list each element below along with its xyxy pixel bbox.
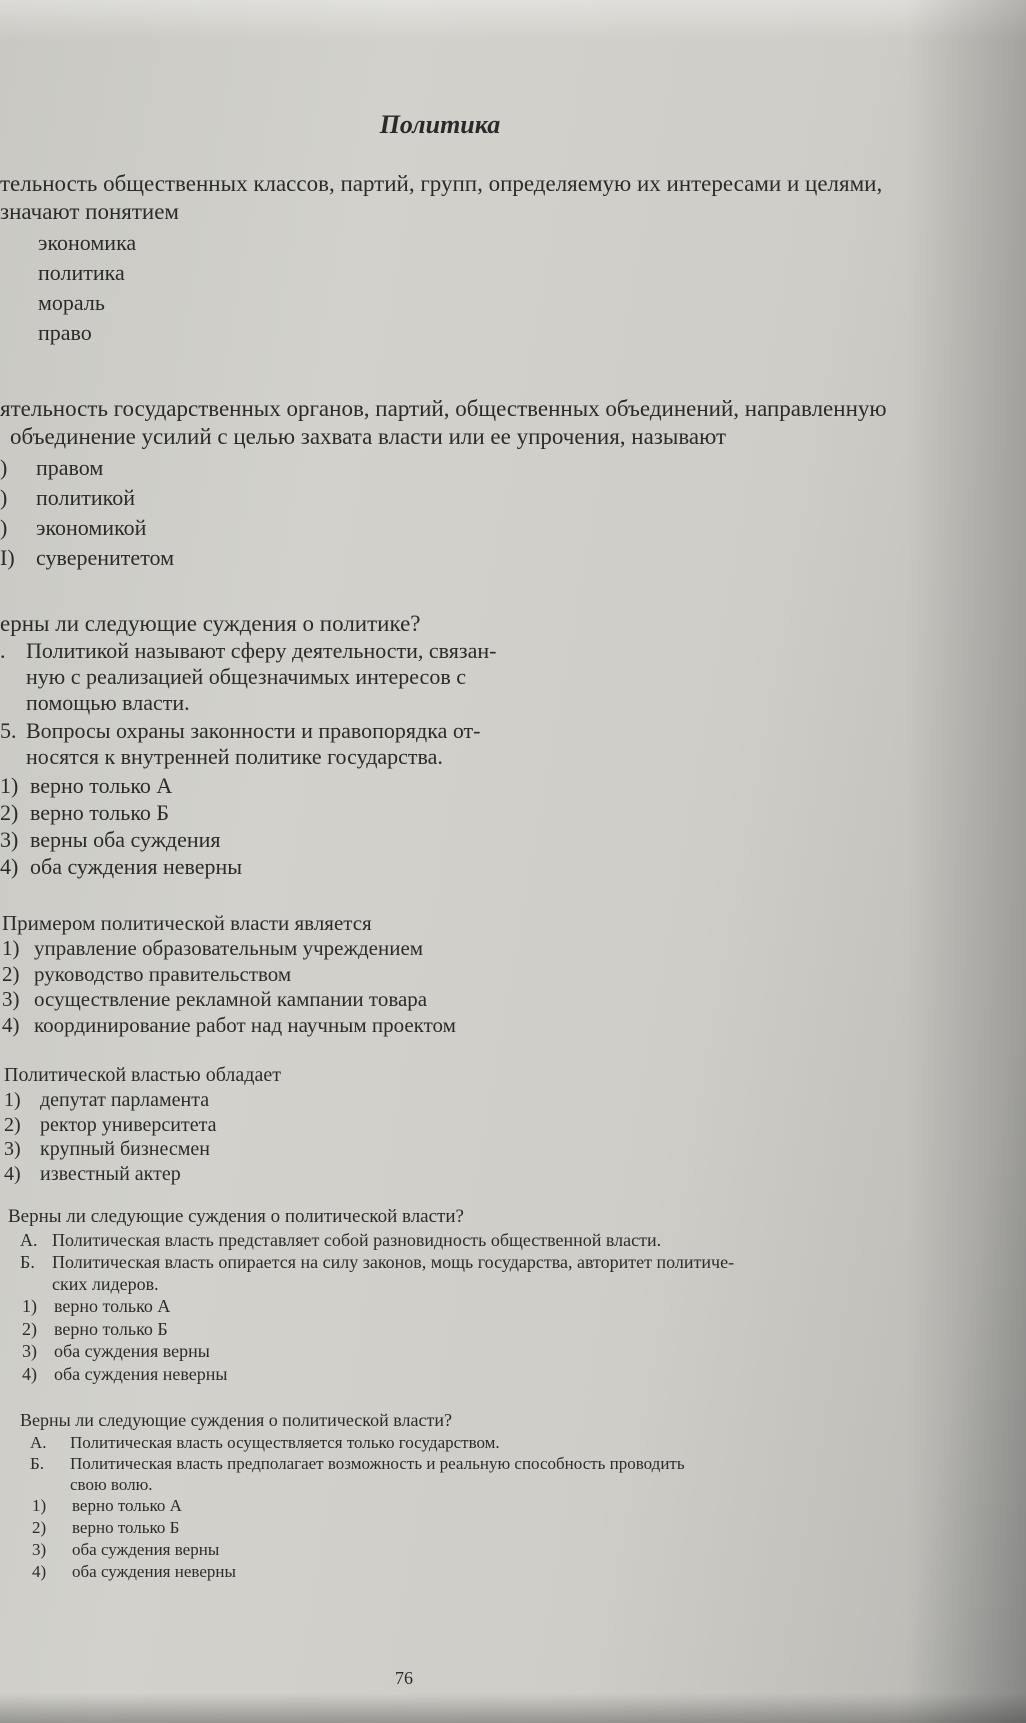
- answer-option: 2) верно только Б: [22, 1318, 168, 1339]
- answer-option: 2) руководство правительством: [2, 961, 292, 986]
- question-2: [0, 395, 887, 573]
- answer-option: 4) оба суждения неверны: [32, 1562, 236, 1581]
- page-number: 76: [395, 1668, 413, 1688]
- statement: . Политикой называют сферу деятельности, связан- ную с реализацией общезначимых интересов с помощью власти.: [0, 638, 497, 715]
- question-text-line: значают понятием: [0, 199, 179, 224]
- question-text-line: Верны ли следующие суждения о политической власти?: [8, 1206, 464, 1227]
- answer-option: 1) депутат парламента: [4, 1089, 210, 1111]
- page-bottom-shadow: [0, 1693, 1026, 1723]
- answer-option: 4) оба суждения неверны: [0, 854, 243, 879]
- page-edge-shadow: [906, 0, 1026, 1723]
- question-text-line: Политической властью обладает: [4, 1064, 281, 1086]
- question-6: [8, 1205, 734, 1385]
- answer-option: 3) крупный бизнесмен: [4, 1138, 210, 1160]
- answer-option: право: [38, 320, 92, 345]
- question-1: [0, 170, 882, 348]
- question-text-line: Верны ли следующие суждения о политической власти?: [20, 1410, 452, 1430]
- question-5: [4, 1062, 281, 1186]
- answer-option: 2) ректор университета: [4, 1113, 217, 1136]
- answer-option: экономика: [38, 230, 137, 255]
- answer-option: 2) верно только Б: [0, 800, 170, 825]
- statement: А. Политическая власть осуществляется только государством.: [30, 1433, 500, 1452]
- answer-option: 1) верно только А: [0, 773, 173, 798]
- question-text-line: тельность общественных классов, партий, групп, определяемую их интересами и целями,: [0, 171, 883, 196]
- answer-option: I) суверенитетом: [0, 545, 175, 570]
- question-3: [0, 610, 566, 880]
- answer-option: политика: [38, 260, 125, 285]
- plastic-sheen: [0, 0, 1026, 40]
- question-text-line: ятельность государственных органов, партий, общественных объединений, направленную: [0, 396, 887, 421]
- answer-option: 4) оба суждения неверны: [22, 1363, 228, 1384]
- answer-option: 1) верно только А: [32, 1496, 182, 1515]
- question-4: [2, 910, 456, 1038]
- statement: Б. Политическая власть опирается на силу законов, мощь государства, авторитет политиче- ских лидеров.: [20, 1252, 735, 1294]
- answer-option: 2) верно только Б: [32, 1518, 180, 1537]
- question-7: [20, 1408, 685, 1583]
- answer-option: мораль: [38, 290, 105, 315]
- answer-option: ) правом: [0, 455, 104, 480]
- statement: А. Политическая власть представляет собой разновидность общественной власти.: [20, 1230, 662, 1250]
- answer-option: 1) управление образовательным учреждением: [2, 936, 424, 960]
- answer-option: ) экономикой: [0, 515, 147, 540]
- question-text-line: ерны ли следующие суждения о политике?: [0, 611, 421, 636]
- question-text-line: объединение усилий с целью захвата власти или ее упрочения, называют: [10, 424, 727, 449]
- page-title: Политика: [379, 110, 501, 139]
- answer-option: ) политикой: [0, 485, 135, 510]
- answer-option: 3) верны оба суждения: [0, 827, 221, 852]
- answer-option: 3) оба суждения верны: [22, 1341, 210, 1361]
- answer-option: 4) координирование работ над научным проектом: [2, 1012, 456, 1037]
- answer-option: 3) осуществление рекламной кампании товара: [2, 987, 428, 1011]
- answer-option: 1) верно только А: [22, 1296, 171, 1316]
- answer-option: 4) известный актер: [4, 1162, 181, 1185]
- statement: 5. Вопросы охраны законности и правопорядка от- носятся к внутренней политике государства.: [0, 718, 481, 769]
- question-text-line: Примером политической власти является: [2, 911, 372, 935]
- answer-option: 3) оба суждения верны: [32, 1540, 220, 1559]
- statement: Б. Политическая власть предполагает возможность и реальную способность проводить свою волю.: [30, 1454, 685, 1494]
